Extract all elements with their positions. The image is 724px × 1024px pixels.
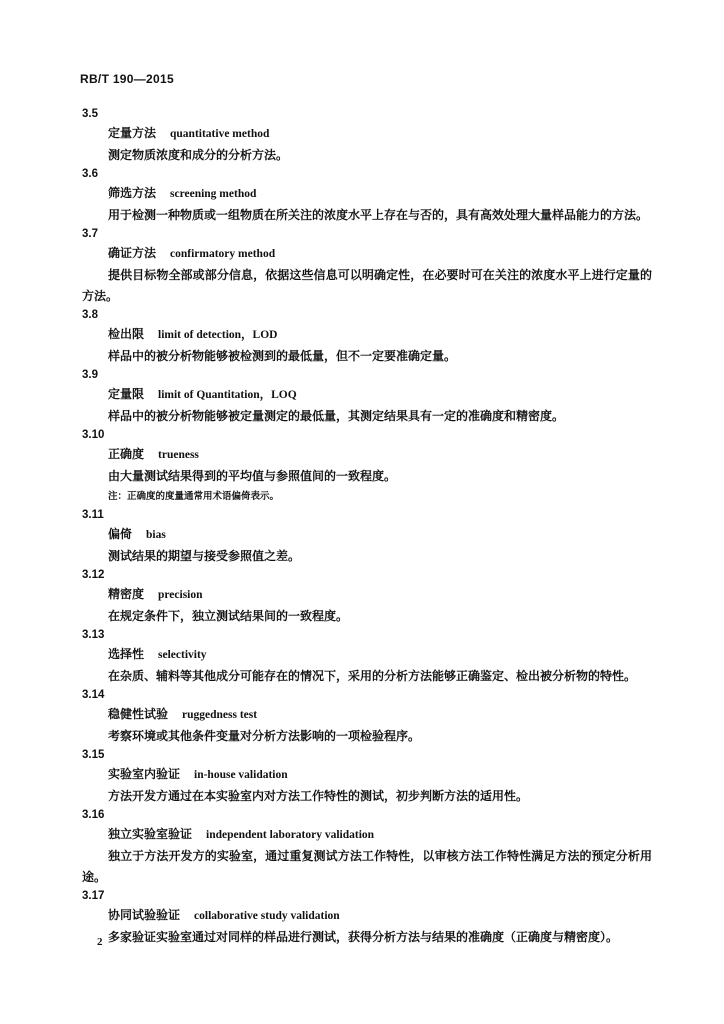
term-chinese: 协同试验验证	[108, 908, 181, 922]
term-number: 3.10	[82, 429, 105, 441]
term-entry	[82, 427, 652, 507]
term-definition: 样品中的被分析物能够被检测到的最低量，但不一定要准确定量。	[108, 349, 457, 363]
term-chinese: 实验室内验证	[108, 767, 181, 781]
term-english: precision	[158, 589, 203, 601]
term-number: 3.8	[82, 309, 98, 321]
term-entry	[82, 747, 652, 807]
term-entry	[82, 888, 652, 948]
term-chinese: 定量方法	[108, 126, 157, 140]
term-heading	[108, 764, 652, 786]
term-entry	[82, 627, 652, 687]
term-definition: 由大量测试结果得到的平均值与参照值间的一致程度。	[108, 469, 397, 483]
term-chinese: 偏倚	[108, 527, 133, 541]
term-entry	[82, 687, 652, 747]
term-definition: 用于检测一种物质或一组物质在所关注的浓度水平上存在与否的，具有高效处理大量样品能力的方法。	[108, 208, 649, 222]
term-entry	[82, 807, 652, 888]
term-number: 3.14	[82, 689, 105, 701]
term-english: collaborative study validation	[194, 910, 340, 922]
page-number: 2	[97, 936, 103, 948]
term-entry	[82, 226, 652, 307]
term-number: 3.9	[82, 369, 98, 381]
term-definition: 测试结果的期望与接受参照值之差。	[108, 549, 301, 563]
term-heading	[108, 183, 652, 205]
term-heading	[108, 644, 652, 666]
term-heading	[108, 824, 652, 846]
term-chinese: 选择性	[108, 647, 145, 661]
term-entry	[82, 166, 652, 226]
term-heading	[108, 905, 652, 927]
term-chinese: 筛选方法	[108, 186, 157, 200]
term-definition: 独立于方法开发方的实验室，通过重复测试方法工作特性，以审核方法工作特性满足方法的预定分析用途。	[82, 849, 652, 884]
term-heading	[108, 123, 652, 145]
term-english: limit of detection，LOD	[158, 329, 278, 341]
term-heading	[108, 384, 652, 406]
term-chinese: 检出限	[108, 327, 145, 341]
term-definition: 提供目标物全部或部分信息，依据这些信息可以明确定性，在必要时可在关注的浓度水平上进行定量的方法。	[82, 268, 652, 303]
term-chinese: 独立实验室验证	[108, 827, 193, 841]
term-number: 3.15	[82, 749, 105, 761]
term-definition: 测定物质浓度和成分的分析方法。	[108, 148, 289, 162]
term-heading	[108, 324, 652, 346]
term-heading	[108, 524, 652, 546]
term-chinese: 精密度	[108, 587, 145, 601]
term-entry	[82, 367, 652, 427]
term-english: screening method	[170, 188, 257, 200]
term-english: independent laboratory validation	[206, 829, 375, 841]
term-number: 3.7	[82, 228, 98, 240]
term-english: trueness	[158, 449, 199, 461]
term-chinese: 正确度	[108, 447, 145, 461]
term-english: bias	[146, 529, 166, 541]
term-definition: 方法开发方通过在本实验室内对方法工作特性的测试，初步判断方法的适用性。	[108, 789, 529, 803]
term-english: in-house validation	[194, 769, 288, 781]
term-entry	[82, 507, 652, 567]
term-heading	[108, 243, 652, 265]
term-heading	[108, 584, 652, 606]
term-heading	[108, 704, 652, 726]
term-entry	[82, 567, 652, 627]
term-number: 3.17	[82, 890, 105, 902]
term-definition: 在杂质、辅料等其他成分可能存在的情况下，采用的分析方法能够正确鉴定、检出被分析物的特性。	[108, 669, 637, 683]
term-definition: 样品中的被分析物能够被定量测定的最低量，其测定结果具有一定的准确度和精密度。	[108, 409, 565, 423]
term-chinese: 定量限	[108, 387, 145, 401]
term-number: 3.11	[82, 509, 104, 521]
term-chinese: 稳健性试验	[108, 707, 169, 721]
document-header-code: RB/T 190—2015	[80, 72, 174, 86]
term-number: 3.16	[82, 809, 105, 821]
term-definition: 在规定条件下，独立测试结果间的一致程度。	[108, 609, 349, 623]
term-english: quantitative method	[170, 128, 270, 140]
term-entry	[82, 106, 652, 166]
term-number: 3.6	[82, 168, 98, 180]
term-heading	[108, 444, 652, 466]
term-definition: 多家验证实验室通过对同样的样品进行测试，获得分析方法与结果的准确度（正确度与精密度）。	[108, 930, 619, 944]
term-definition: 考察环境或其他条件变量对分析方法影响的一项检验程序。	[108, 729, 421, 743]
term-english: limit of Quantitation，LOQ	[158, 389, 297, 401]
term-english: ruggedness test	[182, 709, 258, 721]
term-number: 3.13	[82, 629, 105, 641]
term-english: confirmatory method	[170, 248, 276, 260]
term-number: 3.12	[82, 569, 105, 581]
term-entry	[82, 307, 652, 367]
term-number: 3.5	[82, 108, 98, 120]
term-english: selectivity	[158, 649, 207, 661]
term-chinese: 确证方法	[108, 246, 157, 260]
terms-list	[82, 106, 652, 948]
term-note: 注：正确度的度量通常用术语偏倚表示。	[108, 491, 280, 502]
